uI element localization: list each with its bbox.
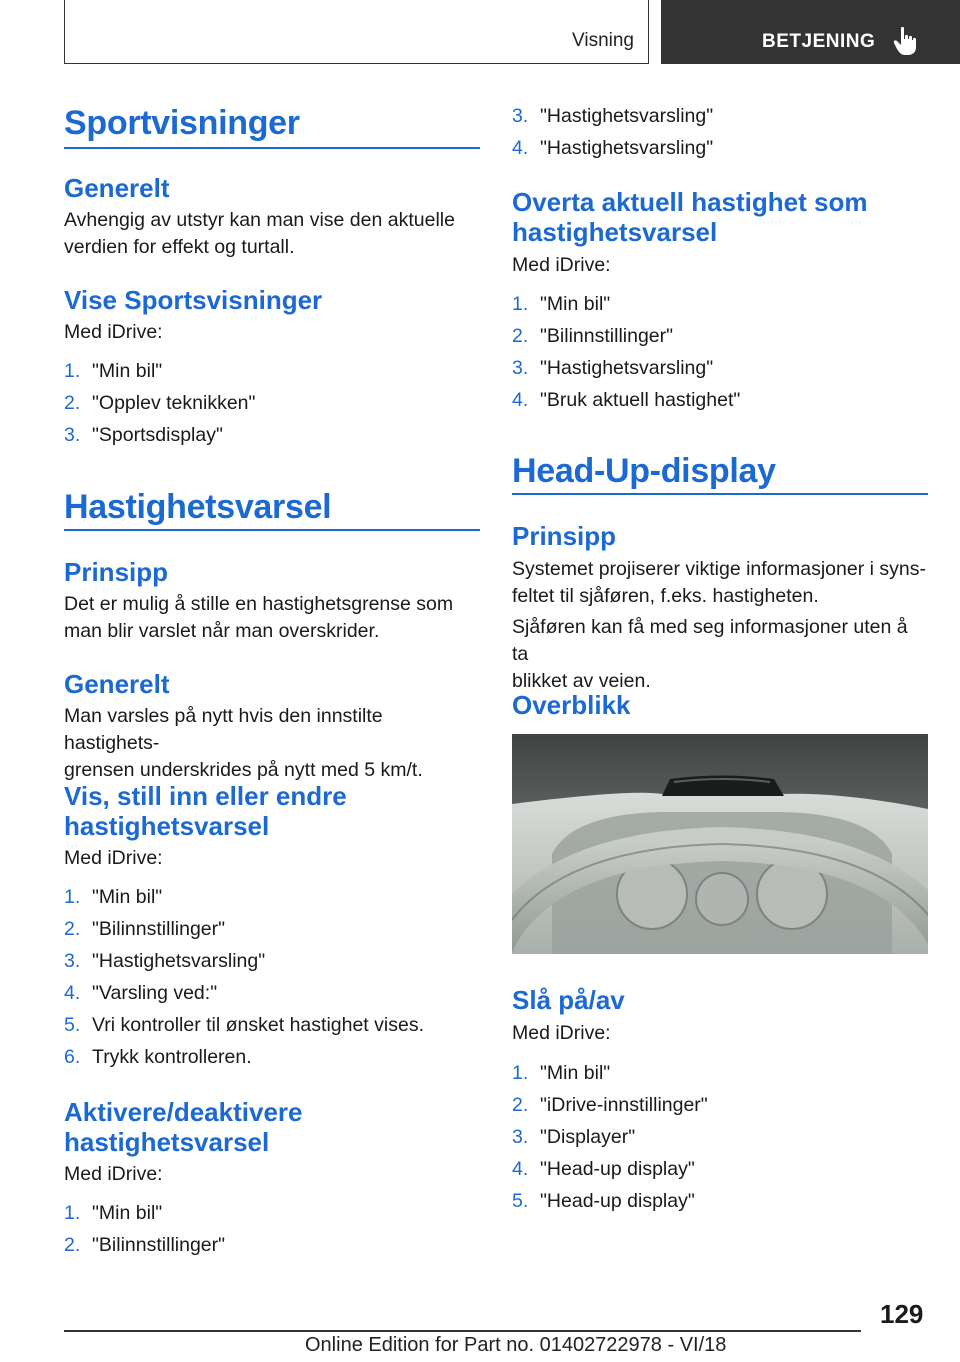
paragraph: Det er mulig å stille en hastighetsgrense som: [64, 593, 454, 615]
heading-aktivere: hastighetsvarsel: [64, 1127, 270, 1157]
heading-generelt: Generelt: [64, 173, 170, 203]
paragraph: verdien for effekt og turtall.: [64, 236, 295, 258]
intro-text: Med iDrive:: [512, 1022, 611, 1044]
intro-text: Med iDrive:: [64, 1163, 163, 1185]
heading-prinsipp: Prinsipp: [512, 521, 617, 551]
pointing-hand-icon: [893, 26, 921, 56]
footer-edition: Online Edition for Part no. 01402722978 - VI/18: [305, 1334, 727, 1356]
paragraph: Man varsles på nytt hvis den innstilte hastighets-: [64, 705, 383, 754]
page-number: 129: [880, 1299, 924, 1329]
paragraph: Avhengig av utstyr kan man vise den aktuelle: [64, 209, 455, 231]
intro-text: Med iDrive:: [64, 847, 163, 869]
heading-generelt: Generelt: [64, 669, 170, 699]
heading-sportvisninger: Sportvisninger: [64, 104, 300, 142]
heading-aktivere: Aktivere/deaktivere: [64, 1097, 303, 1127]
paragraph: man blir varslet når man overskrider.: [64, 620, 380, 642]
heading-hastighetsvarsel: Hastighetsvarsel: [64, 488, 332, 526]
footer-rule: [64, 1330, 861, 1332]
header-chapter-tab: [661, 0, 960, 64]
intro-text: Med iDrive:: [512, 254, 611, 276]
heading-vis-still-inn: Vis, still inn eller endre: [64, 781, 347, 811]
paragraph: feltet til sjåføren, f.eks. hastigheten.: [512, 585, 819, 607]
heading-head-up-display: Head-Up-display: [512, 452, 776, 490]
paragraph: Systemet projiserer viktige informasjoner i syns-: [512, 558, 926, 580]
paragraph: blikket av veien.: [512, 670, 651, 692]
paragraph: Sjåføren kan få med seg informasjoner uten å ta: [512, 616, 908, 665]
heading-sla-pa-av: Slå på/av: [512, 985, 625, 1015]
paragraph: grensen underskrides på nytt med 5 km/t.: [64, 759, 423, 781]
heading-prinsipp: Prinsipp: [64, 557, 169, 587]
intro-text: Med iDrive:: [64, 321, 163, 343]
heading-rule: [512, 493, 928, 495]
heading-vis-still-inn: hastighetsvarsel: [64, 811, 270, 841]
header-section-tab: [64, 0, 649, 64]
heading-rule: [64, 529, 480, 531]
head-up-display-photo: [512, 734, 928, 954]
heading-overta: Overta aktuell hastighet som: [512, 187, 868, 217]
heading-overblikk: Overblikk: [512, 690, 631, 720]
heading-overta: hastighetsvarsel: [512, 217, 718, 247]
header-chapter-label: BETJENING: [762, 31, 876, 52]
heading-vise-sportsvisninger: Vise Sportsvisninger: [64, 285, 323, 315]
header-section-label: Visning: [572, 30, 634, 51]
heading-rule: [64, 147, 480, 149]
